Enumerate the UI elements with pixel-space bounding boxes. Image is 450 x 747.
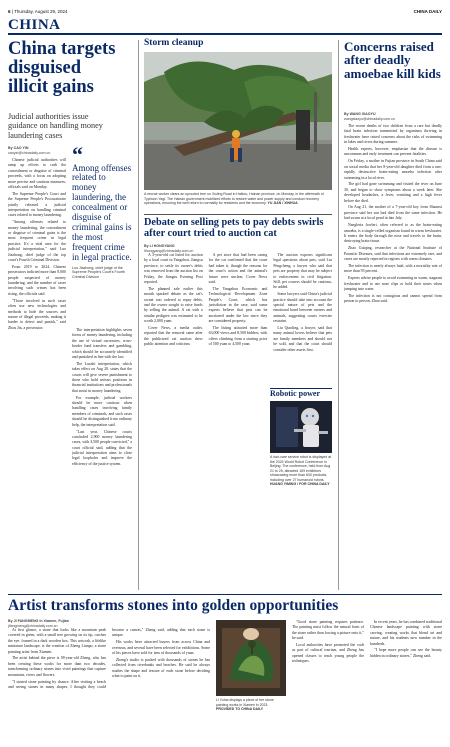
column-divider bbox=[338, 40, 339, 590]
robotic-photo bbox=[270, 401, 332, 453]
artist-byline-name: By JI FANGMENG in Xiamen, Fujian bbox=[8, 619, 69, 623]
section-divider bbox=[144, 214, 332, 215]
column-divider bbox=[138, 40, 139, 590]
concerns-paragraph: Health experts, however, emphasize that the disease is uncommon and early treatment can prevent fatalities. bbox=[344, 147, 442, 157]
concerns-paragraph: Naegleria fowleri, often referred to as the brain-eating amoeba, is a single-celled organism found in warm freshwater. It enters the body through the nose and travels to the brain, destroying brain tissue. bbox=[344, 223, 442, 244]
concerns-paragraph: On Friday, a mother in Fujian province in South China said on social media that her 8-year-old daughter died from a rare, rapidly destructive brain-eating amoeba infection after swimming in a local river. bbox=[344, 159, 442, 180]
artist-photo bbox=[216, 620, 286, 696]
lead-body-col1 bbox=[8, 158, 66, 590]
artist-body-left bbox=[8, 628, 210, 744]
debate-paragraph: The listing attracted more than 63,000 views and 8,500 bidders, with offers climbing from a starting price of 500 yuan to 4,500 yuan. bbox=[208, 326, 268, 347]
section-title: CHINA bbox=[8, 17, 61, 33]
robot-image bbox=[270, 401, 332, 453]
lead-byline-email: caoyin@chinadaily.com.cn bbox=[8, 150, 51, 155]
concerns-paragraph: The infection is nearly always fatal, with a mortality rate of more than 95 percent. bbox=[344, 263, 442, 274]
storm-credit: YU JIAN / XINHUA bbox=[267, 201, 298, 206]
artist-headline: Artist transforms stones into golden opportunities bbox=[8, 597, 339, 614]
stone-painting-image bbox=[216, 620, 286, 696]
artist-paragraph: At first glance, a stone that looks like a mountain peak covered in green, with a small tree growing on its tip, catches the eye, framed in a dark wooden box. This artwork, a lifelike miniature landscape, is the creation of Zheng Lianpo, a stone painting artist from Xiamen. bbox=[8, 628, 106, 654]
concerns-byline-email: wangxiaoyu@chinadaily.com.cn bbox=[344, 116, 395, 121]
debate-byline bbox=[144, 244, 204, 253]
concerns-paragraph: The recent deaths of two children from a rare but deadly fatal brain infection transmitted by organisms thriving in freshwater have raised concerns about the risks of swimming in lakes and rivers during summer. bbox=[344, 124, 442, 145]
lead-byline-name: By CAO YIN bbox=[8, 146, 29, 150]
debate-paragraph: A pet store that had been caring for the cat confirmed that the court had taken it, though the reasons for the court's action and the animal's future were unclear, Cover News said. bbox=[208, 253, 268, 284]
pullquote-attribution: Luo Jiazhong, chief judge of the Supreme People's Court's Fourth Criminal Division bbox=[72, 265, 125, 279]
artist-paragraph: "I hope more people can see the beauty hidden in ordinary stones," Zheng said. bbox=[370, 648, 442, 658]
section-rule bbox=[8, 33, 442, 35]
artist-byline bbox=[8, 619, 98, 628]
debate-paragraph: Liu Qiaoling, a lawyer, said that many animal lovers believe that pets are family members and should not be sold, and that the court should consider other assets first. bbox=[273, 326, 332, 352]
page-header bbox=[8, 6, 442, 16]
pullquote-text: Among offenses related to money laundering, the concealment or disguise of criminal gains is the most frequent crime in legal practice. bbox=[72, 162, 132, 262]
concerns-byline-name: By WANG XIAOYU bbox=[344, 112, 376, 116]
artist-paragraph: Zheng's studio is packed with thousands of stones he has collected from riverbanks and beaches. He said he always studies the shape and texture of each stone before deciding what to paint on it. bbox=[112, 657, 210, 679]
lead-paragraph: "Last year, Chinese courts concluded 2,900 money laundering cases, with 3,500 people convicted," a court official said, adding that the judicial interpretation aims to close legal loopholes and improve the efficiency of the justice system. bbox=[72, 429, 132, 466]
artist-paragraph: In recent years, he has combined traditional Chinese landscape painting with stone carving, creating works that blend art and nature, and his students now number in the hundreds. bbox=[370, 620, 442, 646]
artist-paragraph: His works have attracted buyers from across China and overseas, and several have been selected for exhibitions. Some of his pieces have sold for tens of thousands of yuan. bbox=[112, 640, 210, 656]
storm-caption bbox=[144, 192, 332, 206]
storm-caption-text: A rescue worker clears an uprooted tree on Xiuling Road in Haikou, Hainan province, on Monday, in the aftermath of Typhoon Yagi. The Hainan government mobilized efforts to restore water and power supply and conduct recovery operations, ensuring the well return to normality for residents and the economy. bbox=[144, 192, 324, 206]
concerns-paragraph: The infection is not contagious and cannot spread from person to person, Zhao said. bbox=[344, 293, 442, 304]
lead-paragraph: The interpretation highlights seven forms of money laundering, including the use of virtual currencies, cross-border fund transfers and gambling, which should be accurately identified and punished in line with the law. bbox=[72, 328, 132, 359]
artist-paragraph: "Good stone painting requires patience. The painting must follow the natural form of the stone rather than forcing a picture onto it," he said. bbox=[292, 620, 364, 641]
masthead-brand: CHINA DAILY bbox=[413, 8, 442, 14]
lead-byline bbox=[8, 146, 68, 155]
lead-body-col2 bbox=[72, 328, 132, 590]
lead-paragraph: "Those involved in such cases often use new technologies and methods to hide the sources and nature of illegal proceeds, making it harder to detect and punish," said Zhou Jia, a prosecutor. bbox=[8, 298, 66, 330]
lead-paragraph: The Luoshi interpretation, which takes effect on Aug 20, states that the courts will give severe punishment to those who hold serious positions in financial institutions and professionals that assist in money laundering. bbox=[72, 361, 132, 393]
lead-paragraph: Chinese judicial authorities will ramp up efforts to curb the concealment or disguise of criminal proceeds, with a focus on adopting more precise and cautious measures, officials said on Monday. bbox=[8, 158, 66, 189]
debate-byline-email: lihongyang@chinadaily.com.cn bbox=[144, 248, 194, 253]
concerns-headline: Concerns raised after deadly amoebae kill kids bbox=[344, 39, 441, 81]
quote-mark-icon: “ bbox=[72, 142, 83, 167]
lead-pullquote bbox=[72, 142, 132, 280]
artist-paragraph: The artist behind the piece is 58-year-old Zheng, who has been creating these works for more than two decades, transforming ordinary stones into vivid paintings that capture mountains, rivers and flowers. bbox=[8, 656, 106, 677]
lead-paragraph: For example, judicial workers should be more cautious when handling cases involving family members of criminals, and such cases should be distinguished from ordinary help, the interpretation said. bbox=[72, 395, 132, 427]
artist-caption bbox=[216, 698, 286, 712]
concerns-paragraph: Zhao Guiqing, researcher at the National Institute of Parasitic Diseases, said that infections are extremely rare, and cases are mostly reported in regions with warm climates. bbox=[344, 246, 442, 261]
concerns-paragraph: The girl had gone swimming and visited the river on June 30, and began to show symptoms about a week later. She developed headaches, a fever, vomiting and a high fever before she died. bbox=[344, 182, 442, 203]
artist-credit: PROVIDED TO CHINA DAILY bbox=[216, 707, 264, 712]
artist-byline-email: jifangmeng@chinadaily.com.cn bbox=[8, 623, 58, 628]
storm-label: Storm cleanup bbox=[144, 38, 204, 48]
bottom-rule bbox=[8, 594, 442, 595]
lead-paragraph: From 2019 to 2024, Chinese prosecutors indicted more than 8,000 people suspected of money laundering, and the number of cases involving such crimes has been rising, the officials said. bbox=[8, 264, 66, 296]
artist-paragraph: "I started stone painting by chance. After visiting a beach and seeing stones in many shapes, I thought they could become a canvas," Zheng said, adding that each stone is unique. bbox=[8, 628, 210, 689]
lead-headline: China targets disguised illicit gains bbox=[8, 39, 116, 97]
concerns-paragraph: On Aug 21, the mother of a 7-year-old boy from Shaanxi province said her son had died from the same infection. He had swum at a local pond in late July. bbox=[344, 205, 442, 221]
concerns-body bbox=[344, 124, 442, 590]
debate-headline: Debate on selling pets to pay debts swirls after court tried to auction cat bbox=[144, 217, 324, 239]
page-number-date: 6 | Thursday, August 29, 2024 bbox=[8, 8, 68, 14]
debate-paragraph: The planned sale earlier this month sparked debate as the cat's owner was ordered to repay debts, and the owner sought to raise funds by selling the animal. A cat with a similar pedigree was estimated to be worth 2,000 yuan. bbox=[144, 286, 203, 324]
debate-paragraph: A 3-year-old cat listed for auction by a local court in Yangzhou, Jiangsu province, to settle its owner's debts was removed from the auction list on Friday, the Jiangsu Evening Post reported. bbox=[144, 253, 203, 284]
robotic-credit: HUANG YIMING / FOR CHINA DAILY bbox=[270, 482, 330, 487]
robotic-caption-text: A hair-care service robot is displayed at the 2024 World Robot Conference in Beijing. The conference, held from Aug 21 to 25, attracted 169 exhibitors showcasing more than 600 products, including over 27 humanoid robots. bbox=[270, 455, 332, 482]
concerns-paragraph: Experts advise people to avoid swimming in warm, stagnant freshwater and to use nose clips or hold their noses when jumping into water. bbox=[344, 276, 442, 291]
concerns-byline bbox=[344, 112, 442, 121]
lead-paragraph: "Among offenses related to money laundering, the concealment or disguise of criminal gains is the most frequent crime in legal practice. It's a vital area for the judicial interpretation," said Luo Jiazhong, chief judge of the top court's Fourth Criminal Division. bbox=[8, 220, 66, 263]
debate-paragraph: The Yangzhou Economic and Technological Development Zone People's Court, which has jurisdiction in the case, said some experts believe that pets can be auctioned under the law since they are considered property. bbox=[208, 286, 268, 324]
artist-body-right bbox=[292, 620, 442, 744]
lead-paragraph: The Supreme People's Court and the Supreme People's Procuratorate jointly released a judicial interpretation on handling criminal cases related to money laundering. bbox=[8, 191, 66, 218]
storm-scene-image bbox=[144, 52, 332, 190]
debate-body bbox=[144, 253, 332, 387]
robotic-headline: Robotic power bbox=[270, 389, 320, 398]
artist-paragraph: Local authorities have promoted the craft as part of cultural tourism, and Zheng has opened classes to teach young people the techniques. bbox=[292, 643, 364, 664]
debate-paragraph: The auction exposes significant legal questions about pets, said Liu Pengcheng, a lawyer who said that pets are property that may be subject to enforcement in civil litigation. Still, pet owners should be cautious, he added. bbox=[273, 253, 332, 290]
debate-paragraph: Some lawyers said China's judicial practice should take into account the special nature of pets and the emotional bond between owners and animals, suggesting courts exercise restraint. bbox=[273, 292, 332, 324]
artist-caption-text: Li Yuhai displays a piece of her stone painting works in Xiamen in 2023. bbox=[216, 698, 274, 707]
storm-photo bbox=[144, 52, 332, 190]
debate-paragraph: Cover News, a media outlet, reported that the removal came after the publicized cat auction drew public attention and criticism. bbox=[144, 326, 203, 347]
debate-byline-name: By LI HONGYANG bbox=[144, 244, 175, 248]
lead-deck: Judicial authorities issue guidance on handling money laundering cases bbox=[8, 112, 103, 140]
robotic-caption bbox=[270, 455, 332, 487]
